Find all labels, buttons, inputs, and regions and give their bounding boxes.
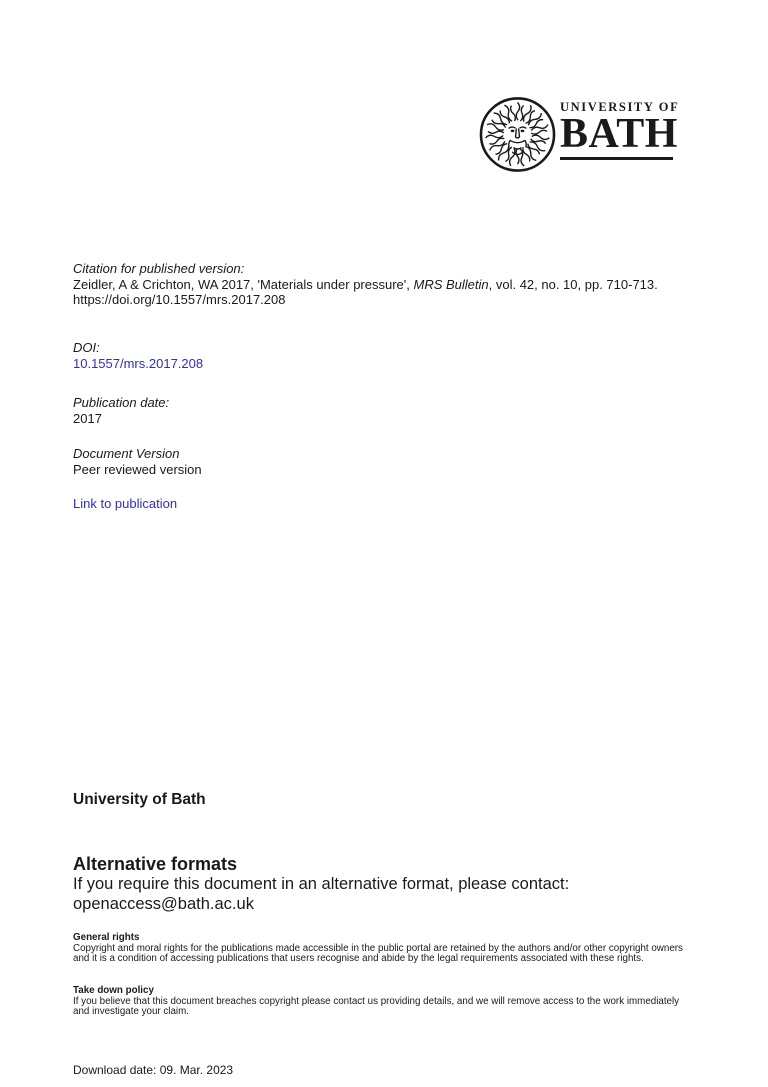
general-rights-heading: General rights	[73, 932, 140, 943]
take-down-policy-section	[73, 986, 679, 1018]
alternative-formats-section	[73, 854, 569, 914]
publication-date-section	[73, 395, 169, 426]
university-name: University of Bath	[73, 791, 206, 808]
citation-text-post: , vol. 42, no. 10, pp. 710-713.	[488, 276, 658, 292]
logo-university-of-text: UNIVERSITY OF	[560, 100, 680, 114]
open-access-email: openaccess@bath.ac.uk	[73, 895, 254, 913]
document-version-value: Peer reviewed version	[73, 461, 202, 477]
download-date: Download date: 09. Mar. 2023	[73, 1063, 234, 1077]
document-version-section	[73, 446, 202, 477]
alternative-formats-heading: Alternative formats	[73, 854, 238, 874]
logo-wordmark	[560, 96, 680, 160]
doi-heading: DOI:	[73, 340, 100, 355]
citation-journal-title: MRS Bulletin	[413, 276, 489, 292]
general-rights-section	[73, 933, 683, 965]
general-rights-line1: Copyright and moral rights for the publications made accessible in the public portal are retained by the authors and/or other copyright owners	[73, 942, 683, 954]
general-rights-line2: and it is a condition of accessing publications that users recognise and abide by the legal requirements associated with these rights.	[73, 953, 644, 964]
citation-text-pre: Zeidler, A & Crichton, WA 2017, 'Materials under pressure',	[73, 276, 414, 292]
take-down-policy-heading: Take down policy	[73, 985, 154, 996]
bath-crest-icon	[478, 96, 557, 173]
doi-link[interactable]: 10.1557/mrs.2017.208	[73, 355, 204, 371]
logo-underline	[560, 157, 673, 160]
citation-url: https://doi.org/10.1557/mrs.2017.208	[73, 292, 286, 307]
logo-bath-text: BATH	[560, 110, 678, 157]
university-of-bath-logo	[478, 96, 680, 173]
doi-section	[73, 340, 203, 371]
take-down-policy-line1: If you believe that this document breaches copyright please contact us providing details, and we will remove access to the work immediately	[73, 995, 680, 1007]
document-version-heading: Document Version	[73, 446, 180, 461]
publication-date-value: 2017	[73, 410, 102, 426]
publication-link-section	[73, 496, 177, 512]
citation-section	[73, 261, 658, 308]
take-down-policy-line2: and investigate your claim.	[73, 1006, 189, 1017]
citation-text	[73, 277, 658, 293]
publication-date-heading: Publication date:	[73, 395, 170, 410]
citation-heading: Citation for published version:	[73, 261, 245, 276]
link-to-publication[interactable]: Link to publication	[73, 496, 178, 511]
alternative-formats-text: If you require this document in an alternative format, please contact:	[73, 875, 570, 893]
